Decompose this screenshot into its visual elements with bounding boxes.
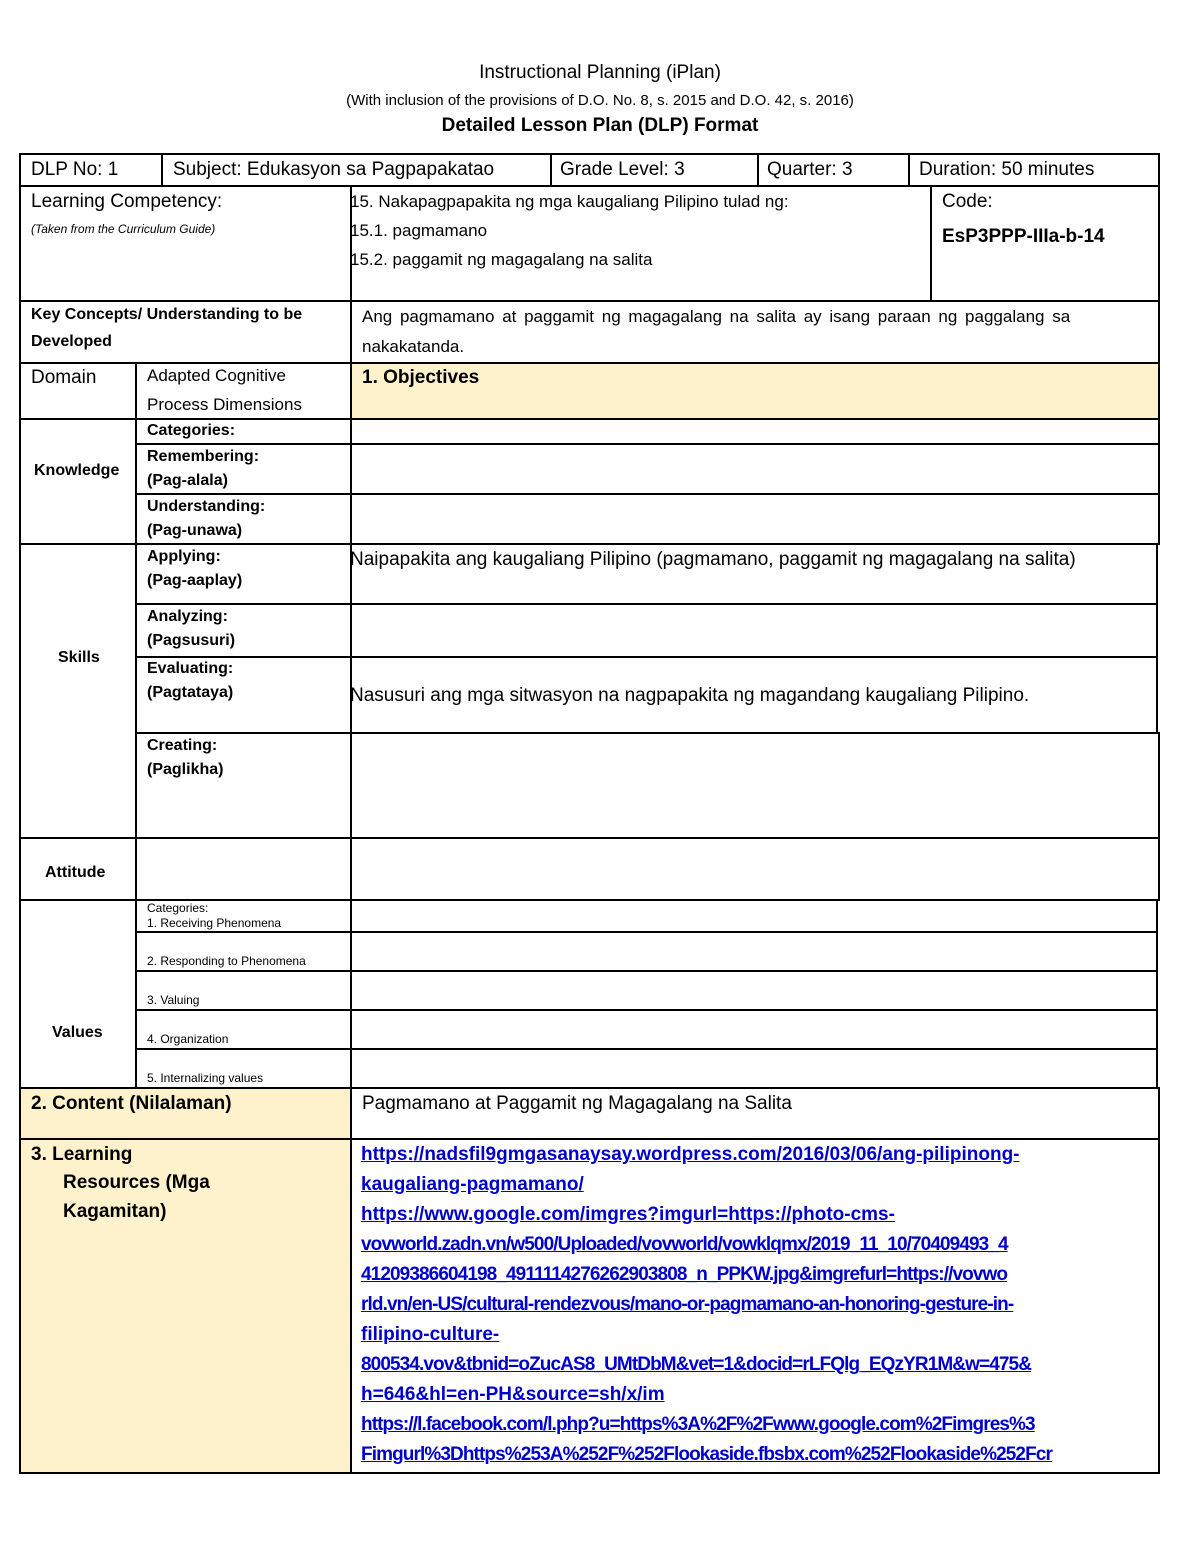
competency-label: Learning Competency: <box>31 191 223 212</box>
values-label: Values <box>52 1024 103 1041</box>
knowledge-categories-obj <box>350 418 1160 445</box>
key-concepts-label: Developed <box>31 333 112 350</box>
analyzing-tl: (Pagsusuri) <box>147 632 236 649</box>
skills-label: Skills <box>58 649 100 666</box>
values-item-obj <box>350 899 1158 933</box>
values-cell <box>19 899 137 1089</box>
values-item-obj <box>350 1048 1158 1089</box>
document-title: Instructional Planning (iPlan) <box>479 62 721 83</box>
values-item: 2. Responding to Phenomena <box>147 954 306 968</box>
resources-label: 3. Learning <box>31 1144 133 1165</box>
analyzing-label: Analyzing: <box>147 608 228 625</box>
key-concepts-label: Key Concepts/ Understanding to be <box>31 306 303 323</box>
applying-tl: (Pag-aaplay) <box>147 572 243 589</box>
skills-cell <box>19 543 137 839</box>
values-item-obj <box>350 970 1158 1011</box>
values-item: 4. Organization <box>147 1032 229 1046</box>
evaluating-objective: Nasusuri ang mga sitwasyon na nagpapakita ng magandang kaugaliang Pilipino. <box>350 685 1030 706</box>
knowledge-categories: Categories: <box>147 422 236 439</box>
adapted-label: Adapted Cognitive <box>147 366 286 385</box>
resource-link[interactable]: 41209386604198_4911114276262903808_n_PPKW.jpg&imgrefurl=https://vovwo <box>361 1264 1008 1285</box>
attitude-obj <box>350 837 1160 901</box>
evaluating-label: Evaluating: <box>147 660 234 677</box>
dlp-no: DLP No: 1 <box>31 159 119 180</box>
resource-link[interactable]: https://l.facebook.com/l.php?u=https%3A%2F%2Fwww.google.com%2Fimgres%3 <box>361 1414 1035 1435</box>
applying-label: Applying: <box>147 548 221 565</box>
resource-link[interactable]: vovworld.zadn.vn/w500/Uploaded/vovworld/vowklqmx/2019_11_10/70409493_4 <box>361 1234 1008 1255</box>
evaluating-tl: (Pagtataya) <box>147 684 234 701</box>
key-concepts-text: Ang pagmamano at paggamit ng magagalang na salita ay isang paraan ng paggalang sa <box>362 307 1071 326</box>
applying-objective: Naipapakita ang kaugaliang Pilipino (pagmamano, paggamit ng magagalang na salita) <box>350 549 1076 570</box>
code-label: Code: <box>942 191 993 212</box>
adapted-label: Process Dimensions <box>147 395 302 414</box>
attitude-label: Attitude <box>45 864 106 881</box>
creating-tl: (Paglikha) <box>147 761 224 778</box>
content-text: Pagmamano at Paggamit ng Magagalang na Salita <box>362 1093 792 1114</box>
values-item: 1. Receiving Phenomena <box>147 916 282 930</box>
competency-line: 15.2. paggamit ng magagalang na salita <box>350 250 653 269</box>
values-categories: Categories: <box>147 901 209 915</box>
resources-label: Kagamitan) <box>63 1201 167 1222</box>
values-item: 3. Valuing <box>147 993 200 1007</box>
creating-obj <box>350 732 1160 839</box>
key-concepts-text: nakakatanda. <box>362 337 465 356</box>
understanding-label: Understanding: <box>147 498 266 515</box>
competency-note: (Taken from the Curriculum Guide) <box>31 222 216 236</box>
knowledge-cell <box>19 418 137 545</box>
quarter: Quarter: 3 <box>767 159 853 180</box>
grade-level: Grade Level: 3 <box>560 159 685 180</box>
attitude-category-cell <box>135 837 352 901</box>
domain-label: Domain <box>31 367 97 388</box>
values-item-obj <box>350 931 1158 972</box>
knowledge-label: Knowledge <box>34 462 120 479</box>
content-label: 2. Content (Nilalaman) <box>31 1093 232 1114</box>
remembering-tl: (Pag-alala) <box>147 472 228 489</box>
resources-label: Resources (Mga <box>63 1172 210 1193</box>
competency-line: 15. Nakapagpapakita ng mga kaugaliang Pilipino tulad ng: <box>350 192 789 211</box>
understanding-obj <box>350 493 1160 545</box>
values-item-obj <box>350 1009 1158 1050</box>
values-item: 5. Internalizing values <box>147 1071 264 1085</box>
resource-link[interactable]: https://www.google.com/imgres?imgurl=https://photo-cms- <box>361 1204 895 1225</box>
document-subtitle: (With inclusion of the provisions of D.O. No. 8, s. 2015 and D.O. 42, s. 2016) <box>346 92 854 109</box>
duration: Duration: 50 minutes <box>919 159 1095 180</box>
remembering-obj <box>350 443 1160 495</box>
resource-link[interactable]: 800534.vov&tbnid=oZucAS8_UMtDbM&vet=1&docid=rLFQlg_EQzYR1M&w=475& <box>361 1354 1032 1375</box>
resource-link[interactable]: rld.vn/en-US/cultural-rendezvous/mano-or-pagmamano-an-honoring-gesture-in- <box>361 1294 1014 1315</box>
resource-link[interactable]: filipino-culture- <box>361 1324 500 1345</box>
format-title: Detailed Lesson Plan (DLP) Format <box>441 115 759 136</box>
resource-link[interactable]: h=646&hl=en-PH&source=sh/x/im <box>361 1384 665 1405</box>
subject: Subject: Edukasyon sa Pagpapakatao <box>173 159 495 180</box>
creating-label: Creating: <box>147 737 218 754</box>
objectives-label: 1. Objectives <box>362 367 480 388</box>
resource-link[interactable]: https://nadsfil9gmgasanaysay.wordpress.com/2016/03/06/ang-pilipinong- <box>361 1144 1020 1165</box>
competency-code: EsP3PPP-IIIa-b-14 <box>942 226 1105 247</box>
resource-link[interactable]: kaugaliang-pagmamano/ <box>361 1174 584 1195</box>
understanding-tl: (Pag-unawa) <box>147 522 243 539</box>
competency-line: 15.1. pagmamano <box>350 221 488 240</box>
resource-link[interactable]: Fimgurl%3Dhttps%253A%252F%252Flookaside.fbsbx.com%252Flookaside%252Fcr <box>361 1444 1052 1465</box>
analyzing-obj <box>350 603 1158 658</box>
remembering-label: Remembering: <box>147 448 260 465</box>
